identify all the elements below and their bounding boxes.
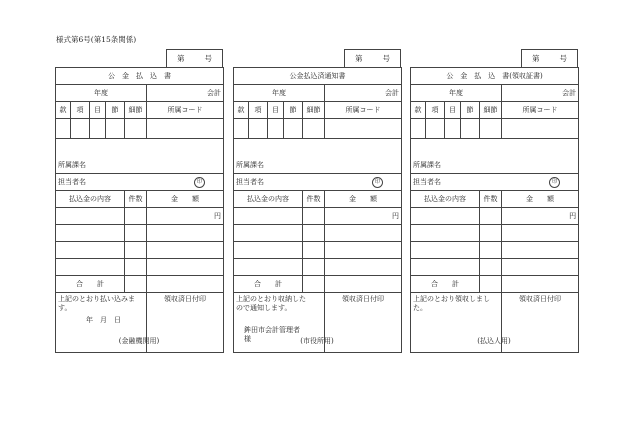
account-label: 会計 [325,85,402,102]
count-header: 件数 [480,191,502,208]
total-label: 合 計 [411,276,480,293]
person-label: 担当者名 [56,174,106,191]
kou-label: 項 [426,102,445,119]
form-title: 公 金 払 込 書 [56,68,224,85]
note-date: 年 月 日 [86,315,121,324]
dept-name-label: 所属課名 [56,157,106,174]
kou-label: 項 [249,102,268,119]
form-caption: 様式第6号(第15条関係) [56,35,137,44]
form-title: 公金払込済通知書 [234,68,402,85]
content-header: 払込金の内容 [234,191,303,208]
year-label: 年度 [234,85,325,102]
form-table [55,67,224,353]
yen-label: 円 [325,208,402,225]
amount-header: 金 額 [147,191,224,208]
form-table [233,67,402,353]
dept-name-label: 所属課名 [411,157,461,174]
yen-label: 円 [502,208,579,225]
count-header: 件数 [303,191,325,208]
form-city-copy [233,49,401,353]
moku-label: 目 [90,102,106,119]
account-label: 会計 [502,85,579,102]
dept-code-label: 所属コード [147,102,224,119]
note-line: す。 [58,304,72,313]
yen-label: 円 [147,208,224,225]
dept-code-label: 所属コード [325,102,402,119]
year-label: 年度 [411,85,502,102]
note-line: ので通知します。 [236,304,292,313]
amount-header: 金 額 [502,191,579,208]
form-bank-copy [55,49,223,353]
number-box: 第 号 [521,49,578,67]
receipt-stamp-label: 領収済日付印 [502,293,579,353]
moku-label: 目 [268,102,284,119]
year-label: 年度 [56,85,147,102]
moku-label: 目 [445,102,461,119]
receipt-stamp-label: 領収済日付印 [325,293,402,353]
form-title: 公 金 払 込 書(領収証書) [411,68,579,85]
form-table [410,67,579,353]
note-line: 上記のとおり払い込みま [58,295,135,303]
kan-label: 款 [56,102,71,119]
seal-icon: 印 [549,177,560,188]
receipt-stamp-label: 領収済日付印 [147,293,224,353]
setsu-label: 節 [106,102,125,119]
note-line: 上記のとおり領収しまし [413,295,490,303]
seal-icon: 印 [194,177,205,188]
setsu-label: 節 [461,102,480,119]
count-header: 件数 [125,191,147,208]
total-label: 合 計 [56,276,125,293]
person-label: 担当者名 [234,174,284,191]
person-label: 担当者名 [411,174,461,191]
content-header: 払込金の内容 [56,191,125,208]
amount-header: 金 額 [325,191,402,208]
seal-icon: 印 [372,177,383,188]
note-line: た。 [413,304,427,313]
note-line: 上記のとおり収納した [236,295,306,303]
form-payer-copy [410,49,578,353]
kou-label: 項 [71,102,90,119]
number-box: 第 号 [344,49,401,67]
form-footer: (金融機関用) [118,337,160,345]
content-header: 払込金の内容 [411,191,480,208]
number-box: 第 号 [166,49,223,67]
setsu-label: 節 [284,102,303,119]
form-footer: (市役所用) [300,337,334,345]
account-label: 会計 [147,85,224,102]
total-label: 合 計 [234,276,303,293]
saimoku-label: 細節 [125,102,147,119]
saimoku-label: 細節 [480,102,502,119]
saimoku-label: 細節 [303,102,325,119]
note-signature: 鉾田市会計管理者 様 [244,325,300,344]
form-footer: (払込人用) [477,337,511,345]
dept-name-label: 所属課名 [234,157,284,174]
dept-code-label: 所属コード [502,102,579,119]
kan-label: 款 [411,102,426,119]
kan-label: 款 [234,102,249,119]
